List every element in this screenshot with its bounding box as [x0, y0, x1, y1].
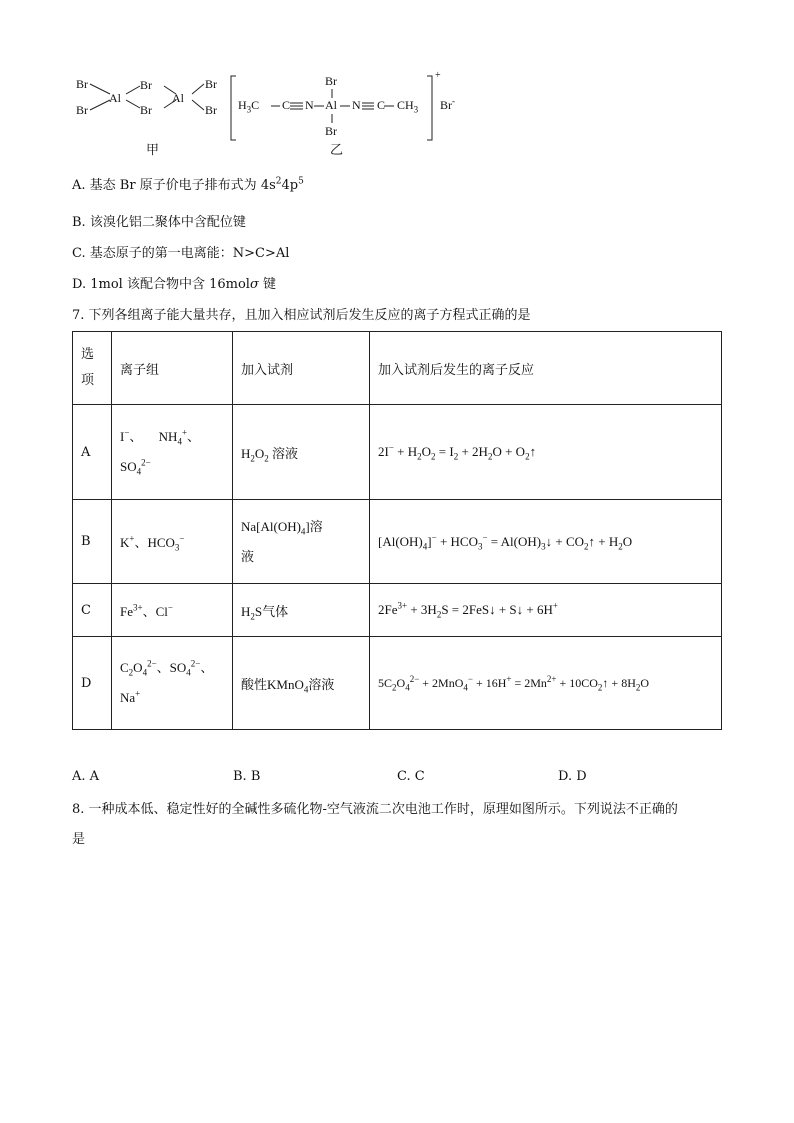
row-ions: $C_2O_4^{2-}$、$SO_4^{2-}$、 Na+: [112, 637, 233, 730]
yi-carbon-right: C: [377, 98, 386, 112]
row-reagent: 酸性KMnO$_4$溶液: [233, 637, 370, 730]
option-d: D. 1mol 该配合物中含 16molσ 键: [72, 277, 276, 292]
yi-nitrogen-left: N: [305, 98, 314, 112]
q7-choice-c: C. C: [397, 769, 425, 784]
row-ions: K+、$HCO_3^-$: [112, 500, 233, 584]
jia-br-bl: Br: [76, 103, 88, 117]
row-option: D: [73, 637, 112, 730]
jia-br-mid-top: Br: [140, 78, 152, 92]
jia-br-tl: Br: [76, 77, 88, 91]
table-header-row: [73, 332, 722, 405]
q8-stem-line2: 是: [72, 832, 86, 847]
figure-label-yi: 乙: [330, 143, 344, 158]
q8-stem-line1: 8. 一种成本低、稳定性好的全碱性多硫化物-空气液流二次电池工作时，原理如图所示。下列说法不正确的: [72, 802, 678, 817]
header-option: 选 项: [73, 332, 112, 405]
row-reaction: $5C_2O_4^{2-} + 2MnO_4^- + 16H^+ = 2Mn^{2+}$ + $10CO_2↑ + 8H_2O$: [370, 637, 722, 730]
row-option: C: [73, 584, 112, 637]
row-reaction: $2I^- + H_2O_2 = I_2 + 2H_2O$ + $O_2↑$: [370, 405, 722, 500]
option-b: B. 该溴化铝二聚体中含配位键: [72, 215, 246, 230]
yi-nitrogen-right: N: [352, 98, 361, 112]
table-row: [73, 637, 722, 730]
row-reaction: $2Fe^{3+} + 3H_2S$ = 2FeS↓ + S↓ + 6H+: [370, 584, 722, 637]
row-ions: I−、 $NH_4^+$、 $SO_4^{2-}$: [112, 405, 233, 500]
q7-choice-d: D. D: [558, 769, 587, 784]
row-ions: $Fe^{3+}$、Cl−: [112, 584, 233, 637]
option-a: A. 基态 Br 原子价电子排布式为 $4s^24p^5$: [72, 176, 304, 193]
header-reagent: 加入试剂: [233, 332, 370, 405]
yi-br-bottom: Br: [325, 124, 337, 138]
header-ion-group: 离子组: [112, 332, 233, 405]
jia-br-br: Br: [205, 103, 217, 117]
jia-al-right: Al: [172, 91, 184, 105]
row-reagent: $Na[Al(OH)_4]$溶 液: [233, 500, 370, 584]
row-reaction: $[Al(OH)_4]^- + HCO_3^-$ = $Al(OH)_3↓$ + $CO_2↑ + H_2O$: [370, 500, 722, 584]
yi-ch3: $CH_3$: [397, 98, 419, 115]
yi-carbon-left: C: [282, 98, 291, 112]
jia-br-mid-bottom: Br: [140, 103, 152, 117]
jia-al-left: Al: [109, 91, 121, 105]
yi-charge: +: [435, 70, 441, 81]
jia-br-tr: Br: [205, 77, 217, 91]
yi-al: Al: [325, 98, 337, 112]
row-reagent: $H_2S$气体: [233, 584, 370, 637]
yi-h3c: $H_3C$: [238, 98, 260, 115]
option-c: C. 基态原子的第一电离能：N>C>Al: [72, 246, 290, 261]
header-reaction: 加入试剂后发生的离子反应: [370, 332, 722, 405]
yi-br-top: Br: [325, 74, 337, 88]
figure-label-jia: 甲: [146, 143, 160, 158]
q7-choice-b: B. B: [233, 769, 261, 784]
q7-stem: 7. 下列各组离子能大量共存，且加入相应试剂后发生反应的离子方程式正确的是: [72, 308, 531, 323]
table-row: [73, 405, 722, 500]
row-reagent: $H_2O_2$ 溶液: [233, 405, 370, 500]
ion-table: [72, 331, 722, 730]
row-option: A: [73, 405, 112, 500]
table-row: [73, 584, 722, 637]
q7-choice-a: A. A: [72, 769, 100, 784]
yi-counter-ion: Br-: [440, 96, 455, 112]
row-option: B: [73, 500, 112, 584]
table-row: [73, 500, 722, 584]
